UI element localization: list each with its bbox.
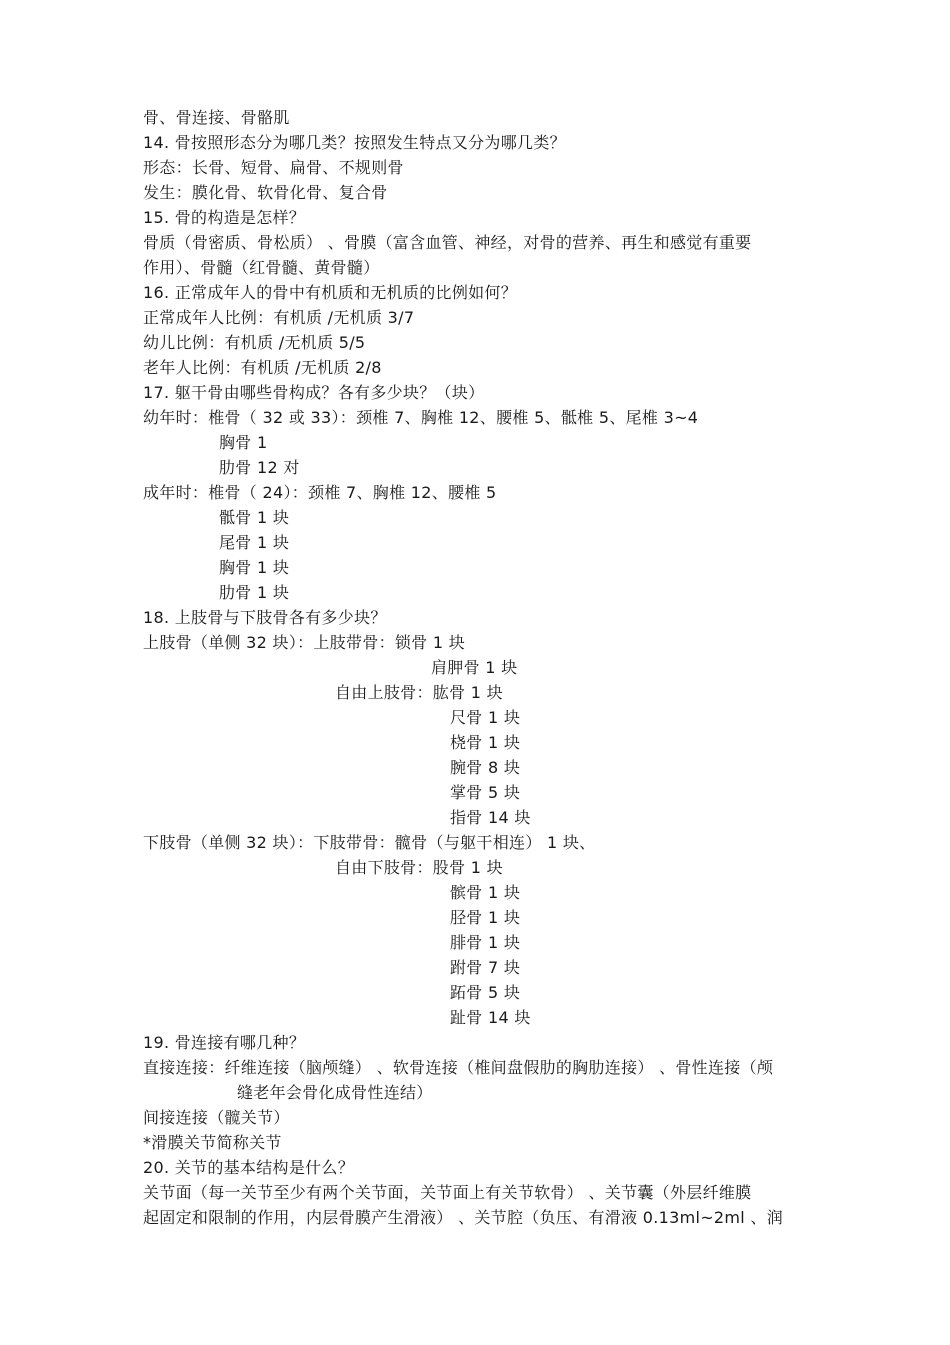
text-line: 跗骨 7 块 bbox=[450, 958, 521, 977]
text-line: 成年时：椎骨（ 24）：颈椎 7、胸椎 12、腰椎 5 bbox=[143, 483, 497, 502]
text-line: 腕骨 8 块 bbox=[450, 758, 521, 777]
text-line: 骨、骨连接、骨骼肌 bbox=[143, 108, 290, 127]
text-line: 上肢骨（单侧 32 块）：上肢带骨：锁骨 1 块 bbox=[143, 633, 466, 652]
text-line: 掌骨 5 块 bbox=[450, 783, 521, 802]
text-line: 缝老年会骨化成骨性连结） bbox=[237, 1083, 433, 1102]
text-line: 下肢骨（单侧 32 块）：下肢带骨：髋骨（与躯干相连） 1 块、 bbox=[143, 833, 596, 852]
text-line: 指骨 14 块 bbox=[450, 808, 531, 827]
text-line: 关节面（每一关节至少有两个关节面，关节面上有关节软骨） 、关节囊（外层纤维膜 bbox=[143, 1183, 752, 1202]
text-line: 胸骨 1 bbox=[219, 433, 268, 452]
question-heading: 15. 骨的构造是怎样？ bbox=[143, 208, 306, 227]
text-line: 跖骨 5 块 bbox=[450, 983, 521, 1002]
question-heading: 18. 上肢骨与下肢骨各有多少块？ bbox=[143, 608, 387, 627]
text-line: 骶骨 1 块 bbox=[219, 508, 290, 527]
text-line: *滑膜关节简称关节 bbox=[143, 1133, 282, 1152]
text-line: 起固定和限制的作用，内层骨膜产生滑液） 、关节腔（负压、有滑液 0.13ml~2ml 、润 bbox=[143, 1208, 784, 1227]
text-line: 肋骨 12 对 bbox=[219, 458, 300, 477]
text-line: 幼年时：椎骨（ 32 或 33）：颈椎 7、胸椎 12、腰椎 5、骶椎 5、尾椎 3~4 bbox=[143, 408, 699, 427]
text-line: 发生：膜化骨、软骨化骨、复合骨 bbox=[143, 183, 388, 202]
text-line: 形态：长骨、短骨、扁骨、不规则骨 bbox=[143, 158, 404, 177]
text-line: 肋骨 1 块 bbox=[219, 583, 290, 602]
text-line: 胫骨 1 块 bbox=[450, 908, 521, 927]
question-heading: 14. 骨按照形态分为哪几类？按照发生特点又分为哪几类？ bbox=[143, 133, 566, 152]
text-line: 腓骨 1 块 bbox=[450, 933, 521, 952]
question-heading: 17. 躯干骨由哪些骨构成？各有多少块？（块） bbox=[143, 383, 485, 402]
text-line: 肩胛骨 1 块 bbox=[431, 658, 518, 677]
text-line: 正常成年人比例：有机质 /无机质 3/7 bbox=[143, 308, 415, 327]
text-line: 作用）、骨髓（红骨髓、黄骨髓） bbox=[143, 258, 380, 277]
text-line: 尾骨 1 块 bbox=[219, 533, 290, 552]
text-line: 骨质（骨密质、骨松质） 、骨膜（富含血管、神经，对骨的营养、再生和感觉有重要 bbox=[143, 233, 752, 252]
text-line: 自由上肢骨：肱骨 1 块 bbox=[335, 683, 503, 702]
text-line: 老年人比例：有机质 /无机质 2/8 bbox=[143, 358, 382, 377]
text-line: 趾骨 14 块 bbox=[450, 1008, 531, 1027]
text-line: 直接连接：纤维连接（脑颅缝） 、软骨连接（椎间盘假肋的胸肋连接） 、骨性连接（颅 bbox=[143, 1058, 774, 1077]
text-line: 桡骨 1 块 bbox=[450, 733, 521, 752]
text-line: 间接连接（髋关节） bbox=[143, 1108, 290, 1127]
text-line: 尺骨 1 块 bbox=[450, 708, 521, 727]
question-heading: 16. 正常成年人的骨中有机质和无机质的比例如何？ bbox=[143, 283, 518, 302]
question-heading: 20. 关节的基本结构是什么？ bbox=[143, 1158, 355, 1177]
text-line: 自由下肢骨：股骨 1 块 bbox=[335, 858, 503, 877]
text-line: 髌骨 1 块 bbox=[450, 883, 521, 902]
question-heading: 19. 骨连接有哪几种？ bbox=[143, 1033, 306, 1052]
text-line: 幼儿比例：有机质 /无机质 5/5 bbox=[143, 333, 366, 352]
text-line: 胸骨 1 块 bbox=[219, 558, 290, 577]
